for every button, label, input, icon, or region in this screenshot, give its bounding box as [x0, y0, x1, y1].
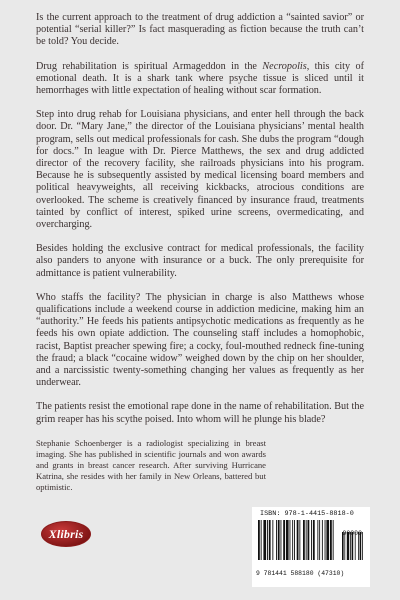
- barcode-suffix: (47310): [317, 570, 345, 577]
- barcode-bar: [313, 520, 315, 560]
- barcode-bar: [330, 520, 332, 560]
- blurb-paragraph-2-post: , this city of emotional death. It is a shark tank where psyche tissue is sliced until it hemorrhages with little expectation of healing without scar formation.: [36, 60, 365, 97]
- barcode-bar: [276, 520, 277, 560]
- xlibris-logo-text: Xlibris: [48, 526, 84, 541]
- barcode-bar: [267, 520, 268, 560]
- barcode-bar: [322, 520, 323, 560]
- barcode-bar: [306, 520, 307, 560]
- author-bio: Stephanie Schoenberger is a radiologist specializing in breast imaging. She has published in scientific journals and won awards and grants in breast cancer research. After surviving Hurricane Katrina, she resides with her family in New Orleans, battered but optimistic.: [36, 437, 266, 492]
- barcode-bar: [325, 520, 326, 560]
- blurb-paragraph-5: Who staffs the facility? The physician in charge is also Matthews whose qualifications include a weekend course in addiction medicine, making him an “authority.” He feeds his patients antipsychotic medications as frequently as he feeds his own opiate addiction. The counseling staff includes a homophobic, racist, Baptist preacher spewing fire; a cocky, foul-mouthed redneck fine-tuning the fraud; a black “cocaine widow” weighed down by the chip on her shoulder, and a narcissistic twenty-something changing her values as frequently as her underwear.: [36, 291, 364, 389]
- blurb-paragraph-4: Besides holding the exclusive contract for medical professionals, the facility also panders to anyone with insurance or a buck. The only prerequisite for admittance is patient vulnerability.: [36, 243, 364, 279]
- barcode-bar: [333, 520, 334, 560]
- barcode-bar: [308, 520, 310, 560]
- barcode-bar: [317, 520, 318, 560]
- blurb-paragraph-3: Step into drug rehab for Louisiana physicians, and enter hell through the back door. Dr. “Mary Jane,” the director of the Louisiana physicians’ mental health program, sells out medical professionals for cash. She dubs the program “dough for docs.” In league with Dr. Pierce Matthews, the sex and drug addicted director of the recovery facility, she railroads physicians into his program. Because he is subsequently assisted by medical licensing board members and political heavyweights, all receiving kickbacks, atrocious conditions are overlooked. The scheme is creatively financed by insurance fraud, treatments tainted by conflict of interest, spiked urine screens, overmedicating, and overcharging.: [36, 109, 364, 231]
- barcode-bar: [278, 520, 280, 560]
- barcode-bar: [299, 520, 300, 560]
- barcode-bar: [326, 520, 329, 560]
- barcode-bars: [256, 520, 366, 570]
- barcode-bar: [297, 520, 299, 560]
- barcode-bar: [281, 520, 282, 560]
- barcode-bar: [261, 520, 262, 560]
- barcode-bar: [311, 520, 312, 560]
- blurb-paragraph-2: [36, 61, 364, 98]
- barcode-digits: [256, 570, 366, 577]
- barcode-bar: [269, 520, 271, 560]
- barcode-panel: [252, 507, 370, 587]
- barcode-bar: [258, 520, 260, 560]
- barcode-number: 9 781441 588180: [256, 570, 314, 577]
- barcode-bar: [263, 520, 266, 560]
- barcode-bar: [303, 520, 305, 560]
- barcode-bar: [286, 520, 289, 560]
- barcode: [256, 520, 366, 578]
- barcode-bar: [272, 520, 273, 560]
- barcode-bar: [292, 520, 293, 560]
- blurb-paragraph-6: The patients resist the emotional rape done in the name of rehabilitation. But the grim reaper has his scythe poised. Into whom will he plunge his blade?: [36, 401, 364, 425]
- price-code: 90000: [342, 530, 362, 537]
- blurb-paragraph-1: Is the current approach to the treatment of drug addiction a “sainted savior” or potential “serial killer?” Is fact masquerading as fiction because the truth can’t be told? You decide.: [36, 12, 364, 48]
- xlibris-logo: [41, 521, 91, 547]
- addon-bar: [362, 532, 363, 560]
- barcode-bar: [294, 520, 295, 560]
- barcode-bar: [319, 520, 320, 560]
- barcode-bar: [283, 520, 285, 560]
- isbn-label: ISBN: 978-1-4415-8818-0: [260, 510, 354, 518]
- barcode-bar: [290, 520, 291, 560]
- blurb-paragraph-2-pre: Drug rehabilitation is spiritual Armageddon in the: [36, 60, 263, 72]
- necropolis-title: Necropolis: [262, 60, 307, 72]
